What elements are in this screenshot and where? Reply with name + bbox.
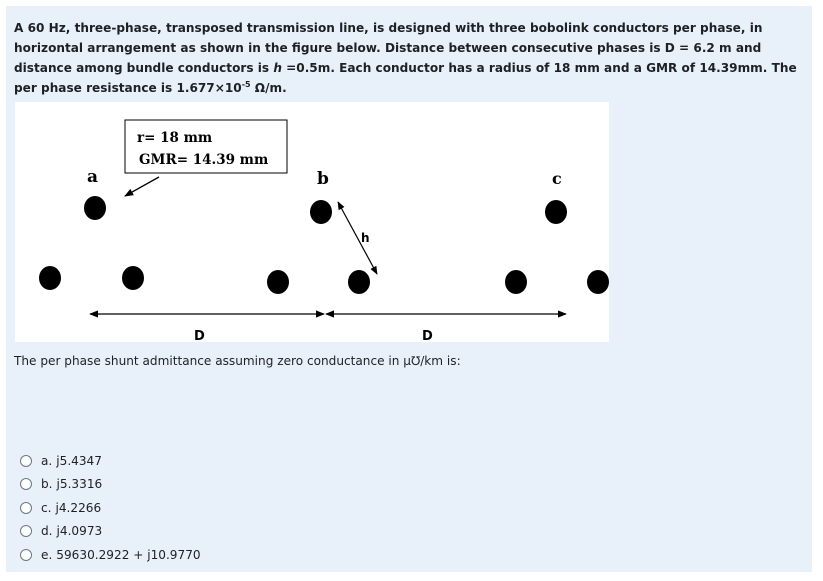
answer-prompt: The per phase shunt admittance assuming zero conductance in µ℧/km is: — [14, 354, 461, 368]
conductor-b-left — [267, 270, 289, 294]
bundle-spacing-arrow — [338, 202, 377, 274]
question-text-part-1: A 60 Hz, three-phase, transposed transmission line, is designed with three bobolink conductors per phase, in horizontal arrangement as shown in the figure below. Distance between consecutive phases is D = 6.2 m and distance among bundle conductors is — [14, 21, 763, 75]
phase-label-b: b — [317, 169, 329, 189]
conductor-c-right — [587, 270, 609, 294]
phase-label-c: c — [552, 169, 562, 188]
question-text — [14, 18, 804, 98]
h-symbol: h — [273, 61, 282, 75]
phase-distance-label-ab: D — [194, 329, 205, 342]
conductor-b-right — [348, 270, 370, 294]
answer-option-a[interactable] — [20, 449, 201, 473]
conductor-a-left — [39, 266, 61, 290]
phase-label-a: a — [87, 167, 99, 187]
exponent: -5 — [241, 79, 251, 89]
option-letter: c. — [41, 500, 52, 515]
conductor-a-right — [122, 266, 144, 290]
conductor-arrangement-figure — [15, 102, 609, 342]
conductor-a-top — [84, 196, 106, 220]
answer-option-d[interactable] — [20, 520, 201, 544]
option-text: j4.2266 — [55, 500, 102, 515]
option-text: j4.0973 — [56, 524, 103, 539]
radio-button[interactable] — [20, 478, 32, 490]
radio-button[interactable] — [20, 455, 32, 467]
conductor-b-top — [310, 200, 332, 224]
answer-options — [20, 449, 201, 567]
answer-option-c[interactable] — [20, 496, 201, 520]
phase-distance-label-bc: D — [422, 329, 433, 342]
question-text-part-2: =0.5m. Each conductor has a radius of 18 mm and a GMR of 14.39mm. The per phase resistance is 1.677×10 — [14, 61, 797, 95]
radius-label: r= 18 mm — [137, 130, 213, 146]
radio-button[interactable] — [20, 525, 32, 537]
option-letter: d. — [41, 524, 53, 539]
option-letter: b. — [41, 477, 53, 492]
answer-option-e[interactable] — [20, 543, 201, 567]
conductor-c-left — [505, 270, 527, 294]
option-text: 59630.2922 + j10.9770 — [56, 547, 201, 562]
conductor-diagram — [15, 102, 609, 342]
radio-button[interactable] — [20, 502, 32, 514]
pointer-arrow — [125, 177, 159, 196]
option-text: j5.4347 — [56, 453, 102, 468]
option-text: j5.3316 — [56, 477, 103, 492]
gmr-label: GMR= 14.39 mm — [139, 152, 269, 168]
answer-option-b[interactable] — [20, 473, 201, 497]
option-letter: e. — [41, 547, 53, 562]
bundle-spacing-label: h — [361, 231, 370, 245]
resistance-unit: Ω/m. — [250, 81, 287, 95]
conductor-c-top — [545, 200, 567, 224]
question-panel — [6, 6, 812, 572]
radio-button[interactable] — [20, 549, 32, 561]
option-letter: a. — [41, 453, 53, 468]
